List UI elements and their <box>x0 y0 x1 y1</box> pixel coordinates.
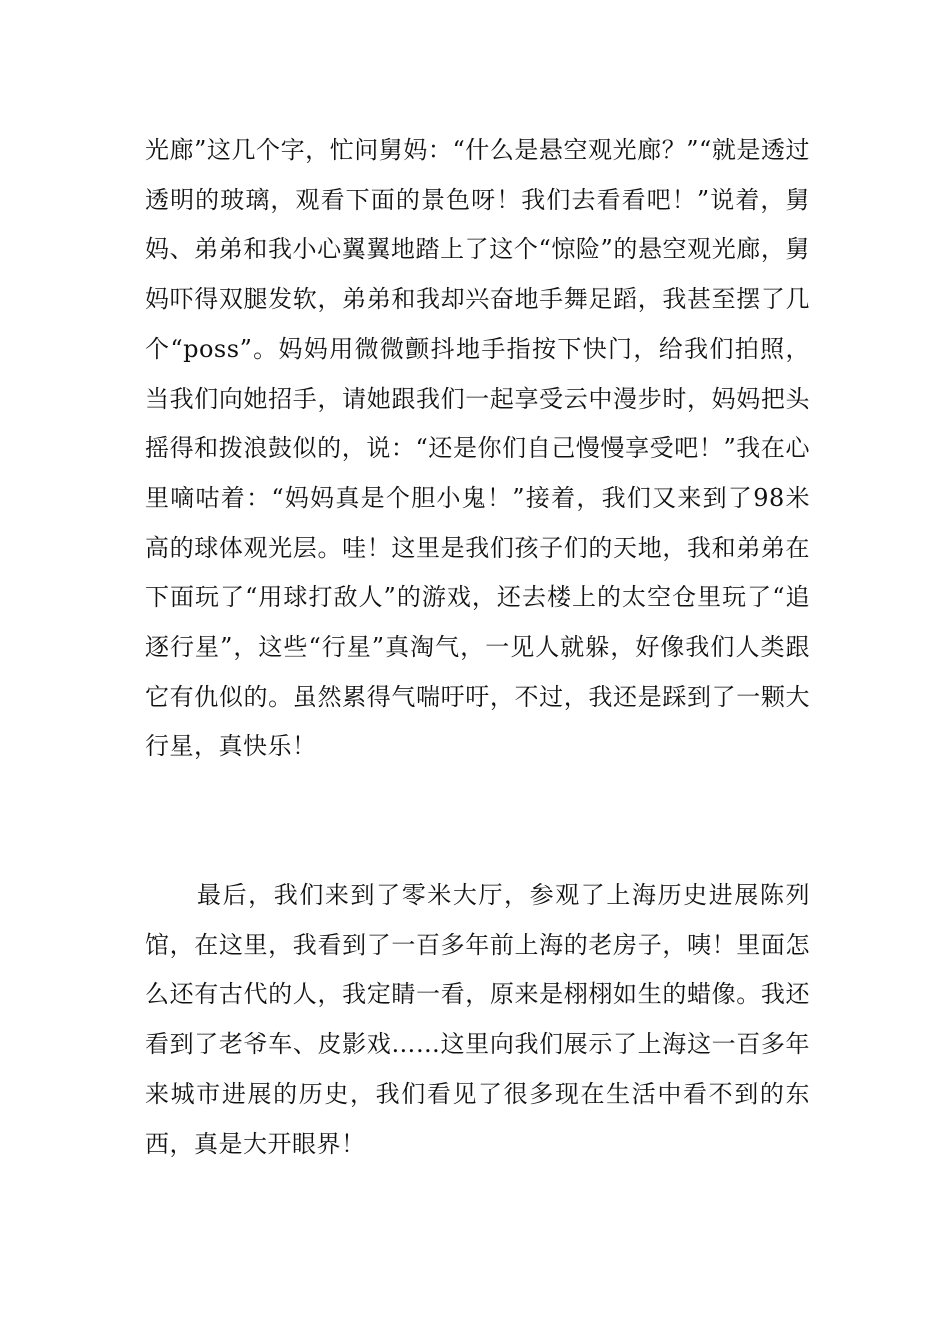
paragraph-block-2 <box>145 871 810 1169</box>
paragraph-1: 光廊”这几个字，忙问舅妈：“什么是悬空观光廊？”“就是透过透明的玻璃，观看下面的景色呀！我们去看看吧！”说着，舅妈、弟弟和我小心翼翼地踏上了这个“惊险”的悬空观光廊，舅妈吓得双腿发软，弟弟和我却兴奋地手舞足蹈，我甚至摆了几个“poss”。妈妈用微微颤抖地手指按下快门，给我们拍照，当我们向她招手，请她跟我们一起享受云中漫步时，妈妈把头摇得和拨浪鼓似的，说：“还是你们自己慢慢享受吧！”我在心里嘀咕着：“妈妈真是个胆小鬼！”接着，我们又来到了98米高的球体观光层。哇！这里是我们孩子们的天地，我和弟弟在下面玩了“用球打敌人”的游戏，还去楼上的太空仓里玩了“追逐行星”，这些“行星”真淘气，一见人就躲，好像我们人类跟它有仇似的。虽然累得气喘吁吁，不过，我还是踩到了一颗大行星，真快乐！ <box>145 136 810 761</box>
paragraph-2: 最后，我们来到了零米大厅，参观了上海历史进展陈列馆，在这里，我看到了一百多年前上海的老房子，咦！里面怎么还有古代的人，我定睛一看，原来是栩栩如生的蜡像。我还看到了老爷车、皮影戏……这里向我们展示了上海这一百多年来城市进展的历史，我们看见了很多现在生活中看不到的东西，真是大开眼界！ <box>145 881 810 1158</box>
paragraph-block-1 <box>145 126 810 772</box>
